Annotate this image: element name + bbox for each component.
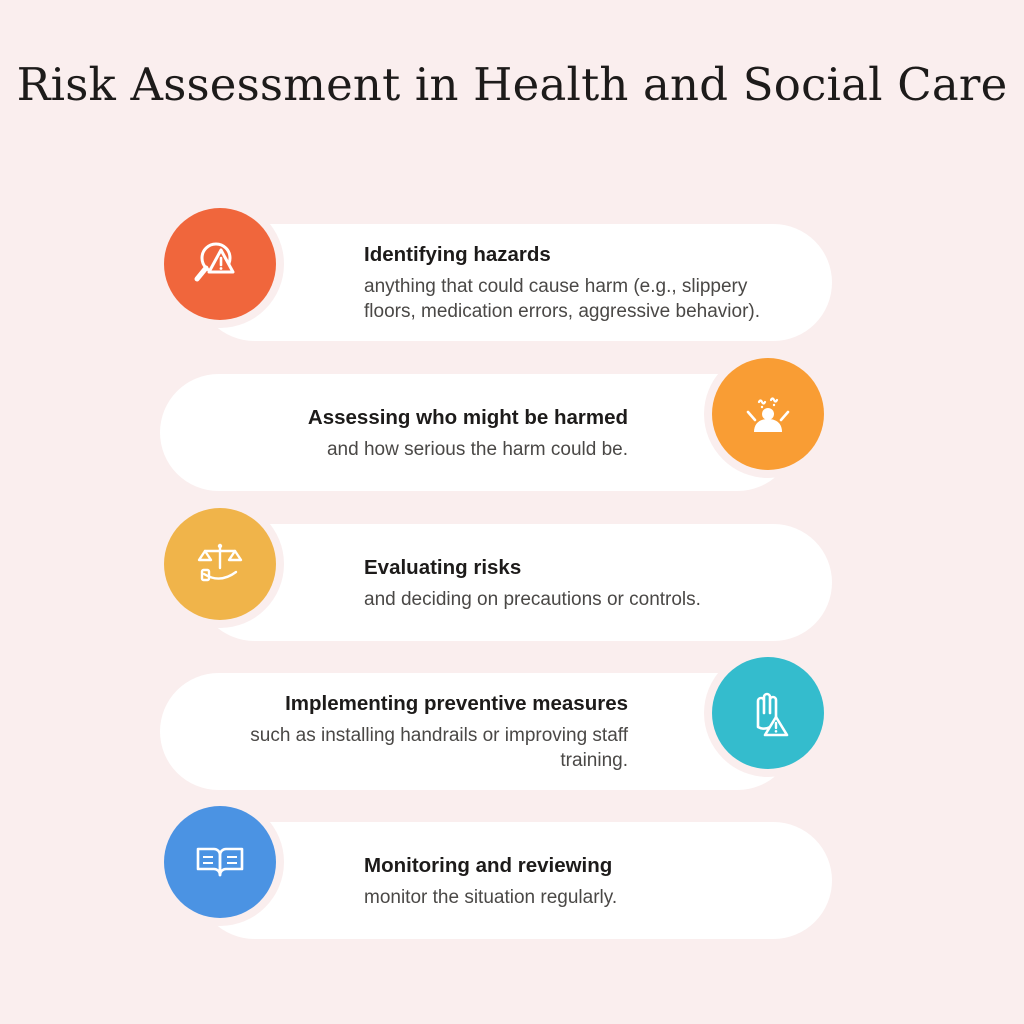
hand-warning-icon [712, 657, 824, 769]
step-card-1 [196, 224, 832, 341]
step-title: Identifying hazards [364, 243, 551, 266]
list-item [0, 208, 1024, 357]
step-title: Assessing who might be harmed [307, 405, 628, 429]
step-description: such as installing handrails or improving staff training. [250, 725, 628, 771]
step-card-4 [160, 673, 796, 790]
step-title: Monitoring and reviewing [364, 853, 613, 877]
step-description: monitor the situation regularly. [364, 886, 618, 908]
step-description: and how serious the harm could be. [326, 438, 628, 460]
step-description: anything that could cause harm (e.g., slippery floors, medication errors, aggressive behavior). [364, 276, 761, 322]
scales-hand-icon [164, 508, 276, 620]
step-title: Evaluating risks [364, 555, 522, 579]
list-item [0, 358, 1024, 507]
page-title: Risk Assessment in Health and Social Care [16, 58, 1008, 111]
open-book-icon [164, 806, 276, 918]
list-item [0, 806, 1024, 955]
list-item [0, 657, 1024, 806]
step-title: Implementing preventive measures [285, 692, 628, 715]
magnifier-warning-icon [164, 208, 276, 320]
person-stress-icon [712, 358, 824, 470]
step-description: and deciding on precautions or controls. [364, 588, 701, 610]
step-card-3 [196, 524, 832, 641]
list-item [0, 508, 1024, 657]
step-card-5 [196, 822, 832, 939]
step-card-2 [160, 374, 796, 491]
